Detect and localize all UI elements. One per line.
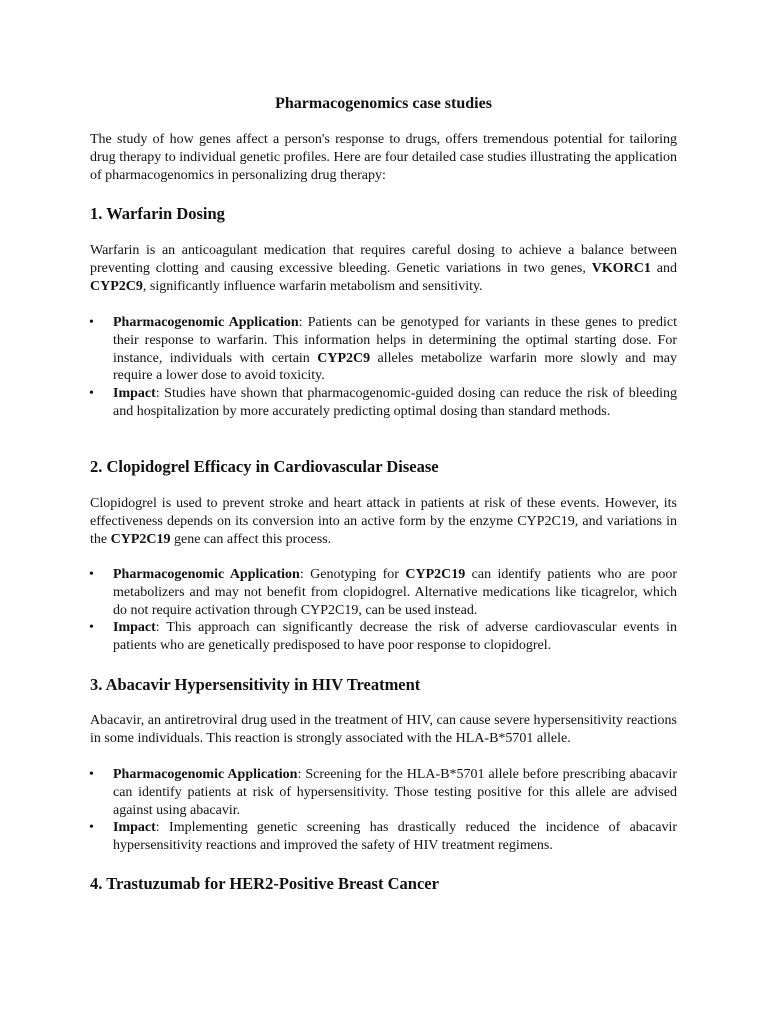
bullet-label: Pharmacogenomic Application: [113, 567, 300, 582]
gene-name: CYP2C19: [110, 532, 171, 547]
list-item: [90, 819, 677, 855]
text-span: can identify patients who are poor metabolizers and may not benefit from clopidogrel. Alternative medications like ticagrelor, which do not require activation through CYP2C19, can be used instead.: [113, 567, 678, 618]
list-item: [90, 314, 677, 385]
text-span: : This approach can significantly decrease the risk of adverse cardiovascular events in patients who are genetically predisposed to have poor response to clopidogrel.: [113, 620, 677, 654]
text-span: Abacavir, an antiretroviral drug used in the treatment of HIV, can cause severe hypersensitivity reactions in some individuals. This reaction is strongly associated with the HLA-B*5701 allele.: [90, 713, 677, 746]
intro-paragraph: The study of how genes affect a person's response to drugs, offers tremendous potential for tailoring drug therapy to individual genetic profiles. Here are four detailed case studies illustrating the application of pharmacogenomics in personalizing drug therapy:: [90, 132, 677, 183]
text-span: gene can affect this process.: [170, 532, 332, 547]
text-span: and: [650, 261, 677, 276]
bullet-list-abacavir: [90, 766, 677, 855]
text-span: Clopidogrel is used to prevent stroke and heart attack in patients at risk of these events. However, its effectiveness depends on its conversion into an active form by the enzyme CYP2C19, and variations in the: [90, 496, 677, 547]
bullet-icon: •: [89, 767, 94, 782]
section-heading-clopidogrel: 2. Clopidogrel Efficacy in Cardiovascular Disease: [90, 457, 439, 476]
section-heading-abacavir: 3. Abacavir Hypersensitivity in HIV Treatment: [90, 675, 421, 694]
text-span: Warfarin is an anticoagulant medication that requires careful dosing to achieve a balance between preventing clotting and causing excessive bleeding. Genetic variations in two genes,: [90, 243, 677, 276]
text-span: : Genotyping for: [299, 567, 406, 582]
text-span: alleles metabolize warfarin more slowly and may require a lower dose to avoid toxicity.: [113, 350, 678, 384]
bullet-list-warfarin: [90, 314, 677, 421]
section-heading-trastuzumab: 4. Trastuzumab for HER2-Positive Breast Cancer: [90, 874, 439, 893]
text-span: , significantly influence warfarin metabolism and sensitivity.: [142, 279, 483, 294]
section-heading-warfarin: 1. Warfarin Dosing: [90, 204, 225, 223]
section-paragraph-warfarin: [90, 242, 677, 296]
section-paragraph-abacavir: [90, 712, 677, 748]
gene-name: CYP2C9: [317, 350, 371, 366]
bullet-label: Pharmacogenomic Application: [113, 767, 298, 782]
bullet-icon: •: [89, 315, 94, 330]
gene-name: VKORC1: [591, 261, 651, 276]
gene-name: CYP2C19: [405, 567, 466, 582]
list-item: [90, 385, 677, 421]
text-span: : Patients can be genotyped for variants in these genes to predict their response to warfarin. This information helps in determining the optimal starting dose. For instance, individuals with certain: [113, 315, 677, 366]
section-paragraph-clopidogrel: [90, 495, 677, 549]
bullet-label: Impact: [113, 620, 156, 636]
bullet-list-clopidogrel: [90, 566, 677, 655]
bullet-icon: •: [89, 567, 94, 582]
gene-name: CYP2C9: [90, 279, 143, 294]
bullet-icon: •: [89, 820, 94, 836]
list-item: [90, 566, 677, 619]
bullet-label: Impact: [113, 820, 156, 836]
bullet-label: Pharmacogenomic Application: [113, 315, 299, 330]
bullet-icon: •: [89, 620, 94, 636]
bullet-label: Impact: [113, 386, 156, 402]
text-span: : Screening for the HLA-B*5701 allele before prescribing abacavir can identify patients at risk of hypersensitivity. Those testing positive for this allele are advised against using abacavir.: [113, 767, 677, 818]
document-title: Pharmacogenomics case studies: [275, 95, 492, 112]
bullet-icon: •: [89, 386, 94, 402]
list-item: [90, 766, 677, 819]
text-span: : Studies have shown that pharmacogenomic-guided dosing can reduce the risk of bleeding and hospitalization by more accurately predicting optimal dosing than standard methods.: [113, 386, 677, 419]
list-item: [90, 619, 677, 655]
text-span: : Implementing genetic screening has drastically reduced the incidence of abacavir hypersensitivity reactions and improved the safety of HIV treatment regimens.: [113, 820, 677, 854]
